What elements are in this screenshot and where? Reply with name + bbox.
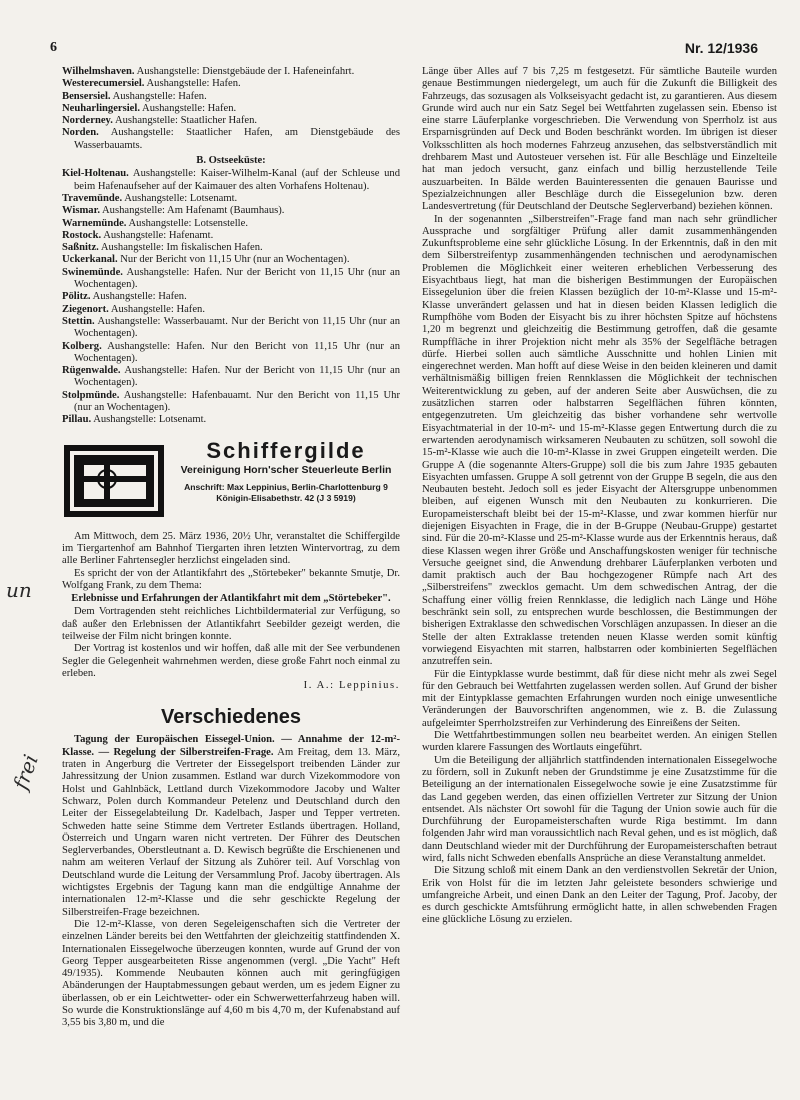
signature: I. A.: Leppinius. bbox=[303, 680, 400, 692]
list-item: Westerecumersiel. Aushangstelle: Hafen. bbox=[62, 78, 241, 90]
page-number: 6 bbox=[50, 40, 57, 55]
list-item: Pölitz. Aushangstelle: Hafen. bbox=[62, 291, 187, 303]
handwritten-note-frei: frei bbox=[8, 751, 43, 793]
list-item: Kolberg. Aushangstelle: Hafen. Nur den Bericht von 11,15 Uhr (nur an Wochentagen). bbox=[62, 340, 400, 364]
issue-number: Nr. 12/1936 bbox=[684, 40, 758, 56]
list-item: Norden. Aushangstelle: Staatlicher Hafen, am Dienstgebäude des Wasserbauamts. bbox=[62, 127, 400, 151]
schiffergilde-paragraph: Am Mittwoch, dem 25. März 1936, 20½ Uhr, veranstaltet die Schiffergilde im Tiergartenhof am Bahnhof Tiergarten ihren letzten Wintervortrag, zu dem alle Berliner Fahrtensegler herzlichst eingeladen sind. bbox=[62, 530, 400, 567]
ostsee-heading: B. Ostseeküste: bbox=[196, 155, 266, 167]
flag-emblem-icon bbox=[64, 445, 164, 517]
handwritten-note: un bbox=[6, 578, 32, 602]
article-paragraph: Die Wettfahrtbestimmungen sollen neu bearbeitet werden. An einigen Stellen wurden klarere Fassungen des Wortlauts eingeführt. bbox=[422, 730, 777, 754]
article-paragraph: Um die Beteiligung der alljährlich stattfindenden internationalen Eissegelwoche zu fördern, soll in Zukunft neben der Grundstimme je eine Zusatzstimme für die Beteiligung an der internationalen Eissegelwoche sowie je eine Zusatzstimme für das Land gegeben werden, das einen offiziellen Vertreter zur Sitzung der Union entsendet. Als nächster Ort sowohl für die Tagung der Union sowie auch für die Durchführung der Europameisterschaften wurde Riga bestimmt. Im dann folgenden Jahr wird man voraussichtlich nach Reval gehen, und es ist möglich, daß dann Deutschland wieder mit der Durchführung der Europameisterschaften betraut wird, falls nicht Schweden ebenfalls Ansprüche an diese Veranstaltung anmeldet. bbox=[422, 754, 777, 864]
list-item: Kiel-Holtenau. Aushangstelle: Kaiser-Wilhelm-Kanal (auf der Schleuse und beim Hafenaufseher auf der Kaimauer des alten Vorhafens Holtenau). bbox=[62, 168, 400, 192]
left-column bbox=[62, 66, 400, 1030]
list-item: Norderney. Aushangstelle: Staatlicher Hafen. bbox=[62, 115, 258, 127]
list-item: Warnemünde. Aushangstelle: Lotsenstelle. bbox=[62, 217, 248, 229]
list-item: Swinemünde. Aushangstelle: Hafen. Nur der Bericht von 11,15 Uhr (nur an Wochentagen). bbox=[62, 266, 400, 291]
schiffergilde-paragraph: Der Vortrag ist kostenlos und wir hoffen, daß alle mit der See verbundenen Segler die Gelegenheit wahrnehmen werden, diese große Fahrt noch einmal zu erleben. bbox=[62, 643, 400, 679]
talk-title: Erlebnisse und Erfahrungen der Atlantikfahrt mit dem „Störtebeker". bbox=[71, 593, 391, 605]
list-item: Wilhelmshaven. Aushangstelle: Dienstgebäude der I. Hafeneinfahrt. bbox=[62, 66, 355, 77]
schiffergilde-paragraph: Dem Vortragenden steht reichliches Lichtbildermaterial zur Verfügung, so daß außer den Erlebnissen der Atlantikfahrt Seebilder gezeigt werden, die teilweise der Film nicht bringen konnte. bbox=[62, 606, 400, 642]
list-item: Wismar. Aushangstelle: Am Hafenamt (Baumhaus). bbox=[62, 205, 285, 217]
article-lead: Tagung der Europäischen Eissegel-Union. — Annahme der 12-m²-Klasse. — Regelung der Silberstreifen-Frage. bbox=[62, 734, 400, 758]
ostsee-list bbox=[62, 168, 400, 426]
schiffergilde-subtitle: Vereinigung Horn'scher Steuerleute Berlin bbox=[180, 463, 392, 476]
article-paragraph: Länge über Alles auf 7 bis 7,25 m festgesetzt. Für sämtliche Bauteile wurden genaue Bestimmungen niedergelegt, um auch für die Zukunft die Billigkeit des Fahrzeugs, das sozusagen als Volkseisyacht gedacht ist, zu garantieren. Aus diesem Grunde wird auch nur ein Satz Segel bei Wettfahrten zugelassen sein. Ebenso ist eine starre Läuferplanke vorgeschrieben. Die Verwendung von Sperrholz ist aus Ersparnisgründen auf Deck und Boden beschränkt worden. Im übrigen ist dieser Volksschlitten als hoch modernes Fahrzeug anzusehen, das selbstverständlich mit drehbarem Mast und Autosteuer versehen ist. Für alle Beschläge und Einzelteile hat man jedoch versucht, ganz einfach und billig herzustellende Teile auszuarbeiten. In Bälde werden Bauinteressenten die genauen Baurisse und Spezialzeichnungen aller Beschläge durch die Eissegelunion bzw. deren Landesvertretung (für Deutschland der Deutsche Seglerverband) beziehen können. bbox=[422, 66, 777, 213]
section-heading: Verschiedenes bbox=[160, 706, 302, 729]
article-paragraph: Die 12-m²-Klasse, von deren Segeleigenschaften sich die Vertreter der einzelnen Länder bereits bei den Wettfahrten der gleichzeitig stattfindenden X. Internationalen Eissegelwoche überzeugen konnten, wurde auf Grund der von Georg Tepper ausgearbeiteten Risse angenommen (vergl. „Die Yacht" Heft 49/1935). Kommende Neubauten können auch mit geringfügigen Abänderungen der Hauptabmessungen gebaut werden, um es jedem Eigner zu überlassen, ob er ein Leichtwetter- oder ein Schwerwetterfahrzeug haben will. So wurde die Konstruktionslänge auf 4,60 m bis 4,70 m, der Kufenabstand auf 3,55 bis 3,80 m, und die bbox=[62, 918, 400, 1029]
nordsee-list bbox=[62, 66, 400, 152]
list-item: Bensersiel. Aushangstelle: Hafen. bbox=[62, 90, 207, 102]
list-item: Neuharlingersiel. Aushangstelle: Hafen. bbox=[62, 102, 237, 114]
schiffergilde-title: Schiffergilde bbox=[206, 437, 366, 463]
list-item: Saßnitz. Aushangstelle: Im fiskalischen Hafen. bbox=[62, 242, 263, 254]
list-item: Rostock. Aushangstelle: Hafenamt. bbox=[62, 229, 214, 241]
article-paragraph: Für die Eintypklasse wurde bestimmt, daß für diese nicht mehr als zwei Segel für den Gebrauch bei Wettfahrten zugelassen werden sollen. Auf Grund der bisher mit der Eintypklasse gemachten Erfahrungen wurden noch einige unwesentliche Veränderungen der Bauvorschriften angenommen, wie z. B. die Zulassung aufgeleimter Sperrholzstreifen zur Verhinderung des Einreißens der Seiten. bbox=[422, 668, 777, 729]
list-item: Stettin. Aushangstelle: Wasserbauamt. Nur der Bericht von 11,15 Uhr (nur an Wochentagen). bbox=[62, 315, 400, 340]
schiffergilde-header bbox=[62, 439, 400, 523]
right-column bbox=[422, 66, 777, 927]
schiffergilde-address: Anschrift: Max Leppinius, Berlin-Charlottenburg 9 bbox=[184, 481, 388, 492]
list-item: Ziegenort. Aushangstelle: Hafen. bbox=[62, 303, 205, 315]
schiffergilde-address-2: Königin-Elisabethstr. 42 (J 3 5919) bbox=[216, 492, 356, 503]
list-item: Uckerkanal. Nur der Bericht von 11,15 Uhr (nur an Wochentagen). bbox=[62, 254, 350, 266]
article-paragraph: Die Sitzung schloß mit einem Dank an den verdienstvollen Sekretär der Union, Erik von Holst für die im letzten Jahr geleistete besonders schwierige und umfangreiche Arbeit, und einen Dank an den Leiter der Tagung, Prof. Jacoby, der es durch geschickte Amtsführung ermöglicht hatte, in allen schwebenden Fragen eine glückliche Lösung zu erzielen. bbox=[422, 865, 777, 926]
schiffergilde-paragraph: Es spricht der von der Atlantikfahrt des „Störtebeker" bekannte Smutje, Dr. Wolfgang Frank, zu dem Thema: bbox=[62, 567, 400, 591]
article-paragraph: In der sogenannten „Silberstreifen"-Frage fand man nach sehr gründlicher Aussprache und sorgfältiger Prüfung aller damit zusammenhängenden Zukunftsprobleme eine sehr glückliche Lösung. In der Erkenntnis, daß in den mit dem Silberstreifentyp zusammenhängenden technischen und aerodynamischen Problemen die Möglichkeit einer weiteren erheblichen Verbesserung des Eisyachtbaus liegt, hat man die bisherigen Bestimmungen der Europäischen Eissegelunion über die freien Klassen bezüglich der 10-m²-Klasse und 15-m²-Klasse unverändert gelassen und hat in diesen beiden Klassen lediglich die Rumpfhöhe vom Boden der Eisyacht bis zu ihrer höchsten Spitze auf höchstens 1,20 m begrenzt und gleichzeitig die Bestimmung getroffen, daß die gesamte Rumpffläche in ihrer Projektion nicht mehr als 35% der Segelfläche betragen dürfe. Hierbei sollen auch sämtliche Ausschnitte und hohlen Linien mit eingerechnet werden. Man hofft auf diese Weise in den beiden kleineren und damit verhältnismäßig billigen freien Rennklassen die Möglichkeit der technischen Weiterentwicklung zu geben, auf der anderen Seite aber Auswüchsen, die zu zusätzlichen starren oder halbstarren Segelflächen führen könnten, entgegenzutreten. Um gleichzeitig das bisher vorhandene sehr wertvolle Eisyachtmaterial in der 10-m²- und 15-m²-Klasse gegen Entwertung durch die zu erwartenden aerodynamisch wirksameren Neubauten zu schützen, soll sowohl die 15-m²-Klasse wie auch die 10-m²-Klasse in zwei Gruppen eingeteilt werden. Die Gruppe A (die sogenannte Alters-Gruppe) soll die bis zum Jahre 1935 gebauten Eisyachten umfassen. Gruppe A soll getrennt von der Gruppe B segeln, die aus den Neubauten besteht. Jedoch soll es jeder Eisyacht der Altersgruppe unbenommen bleiben, auf eigenen Wunsch mit den Neubauten zu konkurrieren. Die Europameisterschaft bleibt bei der 15-m²-Klasse, und zwar kommen hierfür nur diejenigen Eisyachten in Frage, die in der B-Gruppe (Neubau-Gruppe) gestartet sind. Für die 20-m²-Klasse und 25-m²-Klasse wurde aus der Erkenntnis heraus, daß diese Klassen wegen ihrer Größe und Anschaffungskosten weniger für technische Versuche geeignet sind, die Anwendung drehbarer Läuferplanken verboten und damit praktisch auch der Bau hochgezogener Rümpfe nach Art des „Silberstreifens" zwecklos gemacht. Um dem schwedischen Antrag, der die Schaffung einer völlig freien Rennklasse, die lediglich nach Länge und Höhe beschränkt sein soll, zu entsprechen wurde beschlossen, die Bestimmungen der bisherigen Extraklasse den schwedischen Vorschlägen anzupassen. In dieser an die Stelle der alten Extraklasse tretenden neuen Klasse werden somit künftig vorwiegend Eisyachten mit starren, halbstarren oder kombinierten Segelflächen anzutreffen sein. bbox=[422, 213, 777, 668]
list-item: Rügenwalde. Aushangstelle: Hafen. Nur der Bericht von 11,15 Uhr (nur an Wochentagen). bbox=[62, 365, 400, 389]
article-paragraph: Tagung der Europäischen Eissegel-Union. — Annahme der 12-m²-Klasse. — Regelung der Silberstreifen-Frage. Am Freitag, dem 13. März, traten in Angerburg die Vertreter der Eissegelsport treibenden Länder zur Jahressitzung der Union zusammen. Estland war durch Vizekommodore von Holst und Gahlnbäck, Lettland durch Vizekommodore Jacoby und Walter Schwarz, Polen durch Kommandeur Petelenz und Deutschland durch den Leiter der Eissegelabteilung Dr. Kadelbach, Jasper und Tepper vertreten. Schweden hatte seine Stimme dem Vertreter Estlands übertragen. Holland, Österreich und Ungarn waren nicht vertreten. Der Führer des Deutschen Seglerverbandes, Oberstleutnant a. D. Kewisch begrüßte die Erschienenen und nahm am weiteren Verlauf der Sitzung als Zuhörer teil. Auf Vorschlag von Deutschland wurde die Leitung der Versammlung Prof. Jacoby übertragen. Als wichtigstes Ergebnis der Tagung kann man die endgültige Annahme der internationalen 12-m²-Klasse und die sehr geschickte Regelung der Silberstreifen-Frage bezeichnen. bbox=[62, 734, 400, 918]
list-item: Stolpmünde. Aushangstelle: Hafenbauamt. Nur den Bericht von 11,15 Uhr (nur an Wochentagen). bbox=[62, 389, 400, 414]
list-item: Pillau. Aushangstelle: Lotsenamt. bbox=[62, 414, 207, 426]
list-item: Travemünde. Aushangstelle: Lotsenamt. bbox=[62, 192, 238, 204]
